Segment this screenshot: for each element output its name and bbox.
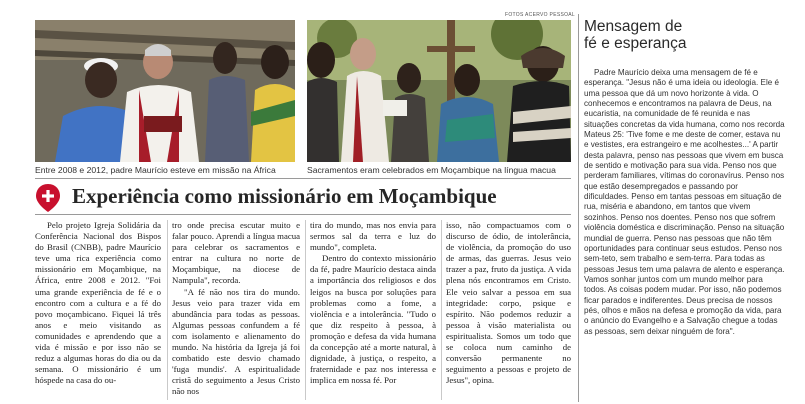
sidebar-title-line-1: Mensagem de [584,18,683,35]
sidebar-divider [578,14,579,402]
photo-caption-right: Sacramentos eram celebrados em Moçambique na língua macua [307,165,556,175]
sidebar-title [584,18,784,52]
sidebar-message [584,68,785,337]
photo-sacraments-macua [307,20,571,162]
article-column-3 [310,220,436,386]
sidebar-title-line-2: fé e esperança [584,35,687,52]
article-paragraph: tro onde precisa escutar muito e falar pouco. Aprendi a língua macua para celebrar os sacramentos e entrar na cultura no norte de Moçambique, na diocese de Nampula", recorda. [172,220,300,286]
column-divider [441,220,442,400]
article-column-2 [172,220,300,398]
article-paragraph: tira do mundo, mas nos envia para sermos sal da terra e luz do mundo", completa. [310,220,436,253]
location-pin-icon [35,183,61,218]
article-paragraph: Pelo projeto Igreja Solidária da Conferência Nacional dos Bispos do Brasil (CNBB), padre Maurício teve uma rica experiência como missionário em Moçambique, na África, entre 2008 e 2012. "Foi uma grande experiência de fé e o encontro com a cultura e a fé do povo moçambicano. Fiquei lá três anos e meio visitando as comunidades e aprendendo que a vida é missão e por isso não se reduz a algumas horas do dia ou da semana. O missionário é um hóspede na casa do ou- [35,220,161,386]
article-headline: Experiência como missionário em Moçambique [72,184,497,208]
photo-credit: FOTOS ACERVO PESSOAL [505,12,576,18]
photo-mission-africa [35,20,295,162]
column-divider [167,220,168,400]
headline-rule-top [35,178,571,179]
article-paragraph: isso, não compactuamos com o discurso de ódio, de intolerância, de violência, da promoção do uso de armas, das guerras. Jesus veio trazer a paz, fruto da justiça. A vida plena nós encontramos em Cristo. Ele veio salvar a pessoa em sua integridade: corpo, psique e espírito. Não podemos reduzir a pessoa à visão materialista ou espiritualista. Somos um todo que se coloca num caminho de conversão permanente no seguimento a pessoas e projeto de Jesus", opina. [446,220,571,386]
article-paragraph: "A fé não nos tira do mundo. Jesus veio para trazer vida em abundância para todas as pessoas. Algumas pessoas confundem a fé com isolamento e alienamento do mundo. Na história da Igreja já foi combatido este desvio chamado 'fuga mundis'. A espiritualidade cristã do seguimento a Jesus Cristo não nos [172,286,300,397]
article-column-1 [35,220,161,386]
headline-rule-bottom [35,214,571,215]
article-column-4 [446,220,571,386]
sidebar-paragraph: Padre Maurício deixa uma mensagem de fé e esperança. "Jesus não é uma ideia ou ideologia. Ele é uma pessoa que dá um novo horizonte à vida. O conhecemos e encontramos na palavra de Deus, na eucaristia, na comunidade de fé reunida e nas situações concretas da vida humana, como nos recorda Mateus 25: 'Tive fome e me deste de comer, estava nu e vestistes, era estrangeiro e me acolhestes...' A partir desta palavra, penso nas pessoas que vivem em busca de sentido e motivação para sua vida. Penso nos que perderam familiares, vítimas do coronavírus. Penso nos que estão desempregados e passando por dificuldades. Penso em tantas pessoas em situação de rua, miséria e abandono, em tantos que vivem sozinhos. Penso nos doentes. Penso nos que sofrem violência doméstica e discriminação. Penso na situação mundial de guerra. Penso nas pessoas que não têm oportunidades para continuar seus estudos. Penso nos sem-teto, sem trabalho e sem-terra. Para todas as pessoas Jesus tem uma palavra de alento e esperança. Vamos sonhar juntos com um mundo melhor para todos. As coisas podem mudar. Por isso, não podemos ficar parados e indiferentes. Deus precisa de nossos pés, olhos e mãos na defesa e promoção da vida, para o anúncio do Evangelho e a Salvação chegue a todas as pessoas, sem deixar ninguém de fora". [584,68,785,336]
column-divider [305,220,306,400]
photo-caption-left: Entre 2008 e 2012, padre Maurício esteve em missão na África [35,165,276,175]
article-paragraph: Dentro do contexto missionário da fé, padre Maurício destaca ainda a importância dos religiosos e dos leigos na busca por soluções para problemas como a fome, a violência e a intolerância. "Tudo o que diz respeito à pessoa, à promoção e defesa da vida humana da concepção até a morte natural, à dignidade, à justiça, o respeito, a fraternidade e paz nos interessa e implica em nossa fé. Por [310,253,436,386]
